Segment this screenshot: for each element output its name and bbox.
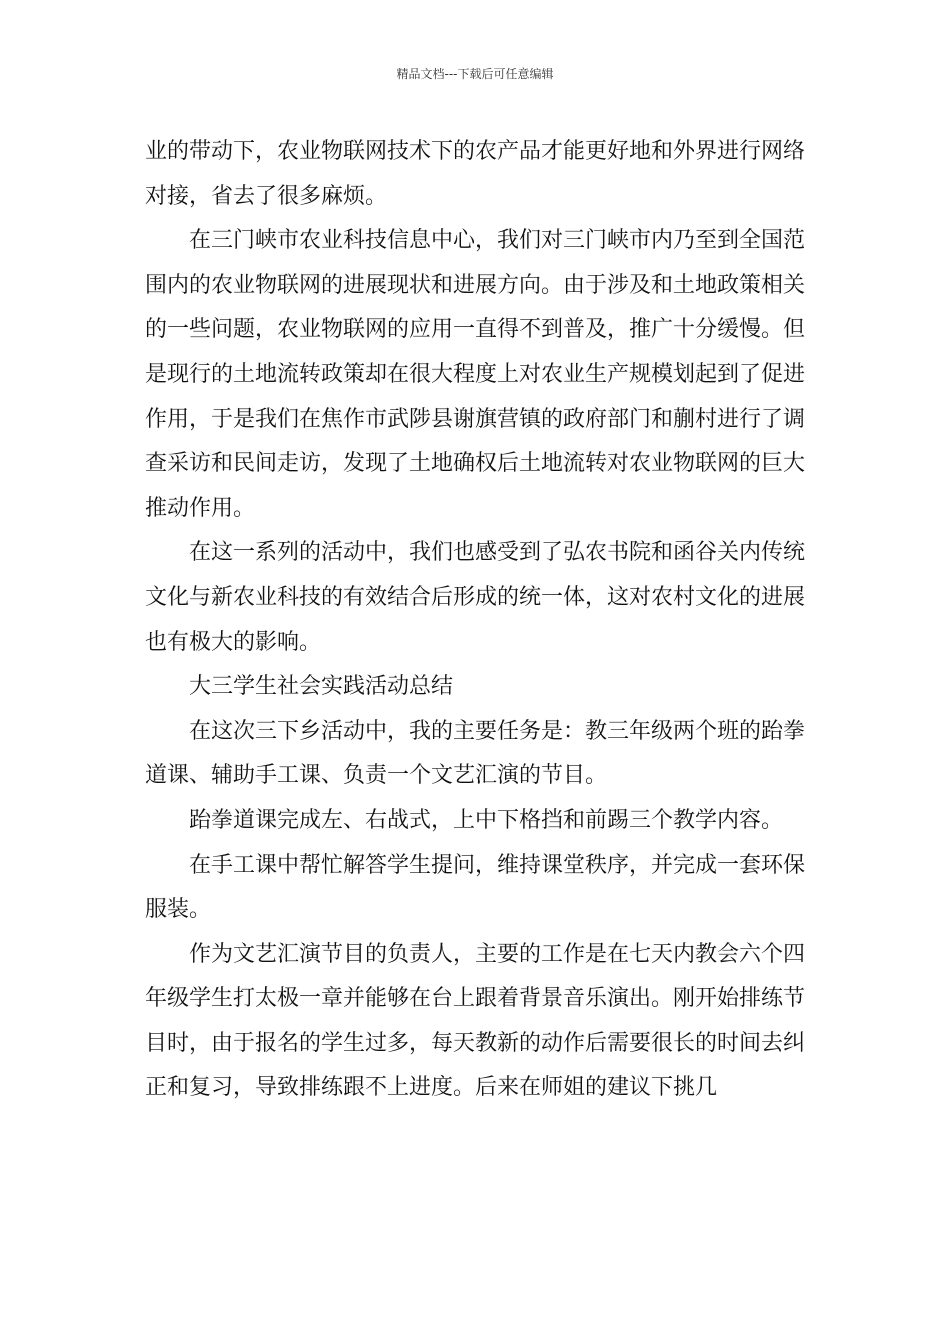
paragraph-handcraft: 在手工课中帮忙解答学生提问，维持课堂秩序，并完成一套环保服装。 — [145, 852, 806, 923]
paragraph-culture: 在这一系列的活动中，我们也感受到了弘农书院和函谷关内传统文化与新农业科技的有效结合后形成的统一体，这对农村文化的进展也有极大的影响。 — [145, 540, 806, 655]
paragraph-info-center: 在三门峡市农业科技信息中心，我们对三门峡市内乃至到全国范围内的农业物联网的进展现状和进展方向。由于涉及和土地政策相关的一些问题，农业物联网的应用一直得不到普及，推广十分缓慢。但是现行的土地流转政策却在很大程度上对农业生产规模划起到了促进作用，于是我们在焦作市武陟县谢旗营镇的政府部门和蒯村进行了调查采访和民间走访，发现了土地确权后土地流转对农业物联网的巨大推动作用。 — [145, 228, 806, 521]
document-body — [145, 130, 805, 1111]
paragraph-tasks: 在这次三下乡活动中，我的主要任务是：教三年级两个班的跆拳道课、辅助手工课、负责一个文艺汇演的节目。 — [145, 718, 806, 789]
paragraph-performance: 作为文艺汇演节目的负责人，主要的工作是在七天内教会六个四年级学生打太极一章并能够在台上跟着背景音乐演出。刚开始排练节目时，由于报名的学生过多，每天教新的动作后需要很长的时间去纠正和复习，导致排练跟不上进度。后来在师姐的建议下挑几 — [145, 941, 806, 1101]
paragraph-taekwondo: 跆拳道课完成左、右战式，上中下格挡和前踢三个教学内容。 — [189, 807, 784, 833]
section-heading: 大三学生社会实践活动总结 — [189, 674, 454, 700]
page-header: 精品文档---下载后可任意编辑 — [396, 67, 554, 81]
paragraph-continuation: 业的带动下，农业物联网技术下的农产品才能更好地和外界进行网络对接，省去了很多麻烦。 — [145, 139, 806, 209]
